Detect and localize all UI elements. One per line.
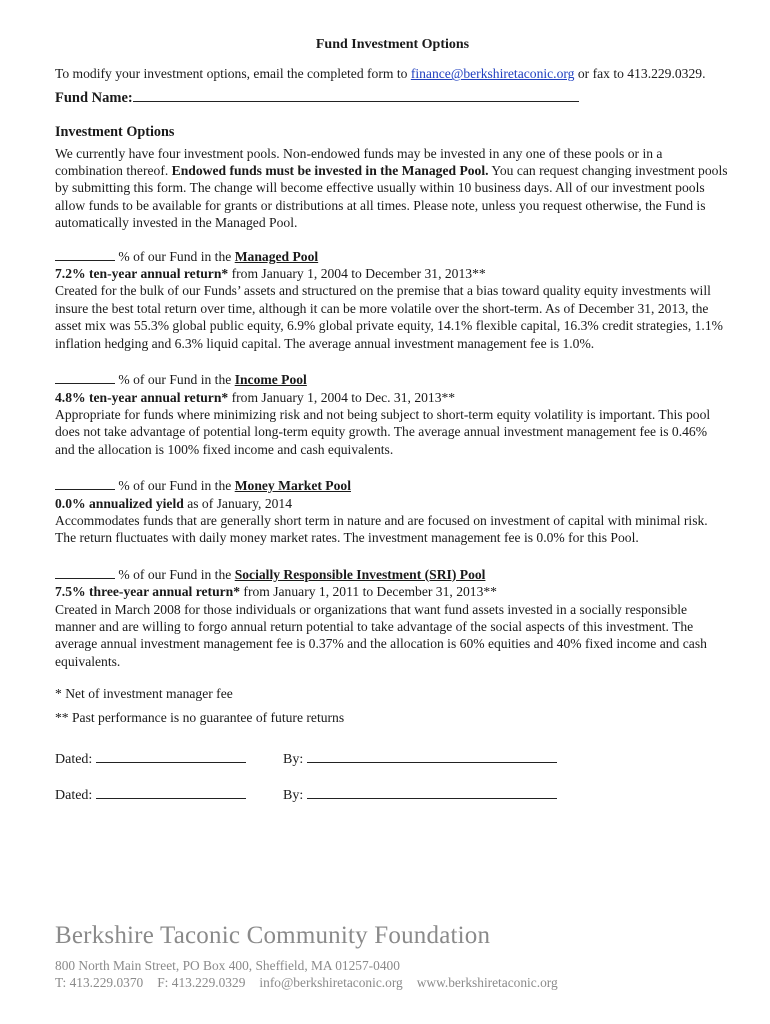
pool-return: 7.5% three-year annual return* <box>55 584 241 600</box>
pool-allocation-line <box>55 371 730 388</box>
by-label: By: <box>283 787 304 803</box>
percent-field[interactable] <box>55 248 115 261</box>
pool-return-period: from January 1, 2004 to December 31, 2013** <box>228 266 486 282</box>
pool-name: Socially Responsible Investment (SRI) Pool <box>234 566 486 582</box>
fax-number: F: 413.229.0329 <box>157 975 246 990</box>
footnote-net-fee: * Net of investment manager fee <box>55 686 233 702</box>
pool-return-period: from January 1, 2004 to Dec. 31, 2013** <box>228 389 456 405</box>
pool-description: Created for the bulk of our Funds’ assets and structured on the premise that a bias toward quality equity investments will insure the best total return over time, although it can be more volatile over the short-term. As of December 31, 2013, the asset mix was 55.3% global public equity, 6.9% global private equity, 14.1% flexible capital, 16.3% credit strategies, 1.1% inflation hedging and 6.3% liquid capital. The average annual investment management fee is 1.0%. <box>55 283 723 351</box>
investment-options-paragraph <box>55 145 730 232</box>
pool-return-line <box>55 583 730 600</box>
form-page <box>55 36 730 804</box>
by-group <box>283 750 557 768</box>
website-link[interactable]: www.berkshiretaconic.org <box>416 975 558 990</box>
dated-group <box>55 786 283 804</box>
finance-email-link[interactable]: finance@berkshiretaconic.org <box>410 66 575 82</box>
dated-field[interactable] <box>96 750 246 763</box>
pool-return-period: as of January, 2014 <box>183 495 293 511</box>
fund-name-label: Fund Name: <box>55 89 133 106</box>
pool-prefix: % of our Fund in the <box>115 248 235 264</box>
pool-return: 4.8% ten-year annual return* <box>55 389 229 405</box>
intro-text-before: To modify your investment options, email the completed form to <box>55 66 411 82</box>
dated-label: Dated: <box>55 751 93 767</box>
pool-prefix: % of our Fund in the <box>115 372 235 388</box>
intro-text-after: or fax to 413.229.0329. <box>574 66 706 82</box>
intro-paragraph <box>55 65 730 82</box>
pool-prefix: % of our Fund in the <box>115 566 235 582</box>
percent-field[interactable] <box>55 566 115 579</box>
pool-description: Appropriate for funds where minimizing risk and not being subject to short-term equity volatility is important. This pool does not take advantage of potential long-term equity growth. The average annual investment management fee is 0.46% and the allocation is 100% fixed income and cash equivalents. <box>55 406 711 457</box>
pool-name: Managed Pool <box>234 248 319 264</box>
pool-return-period: from January 1, 2011 to December 31, 2013** <box>240 584 497 600</box>
organization-name: Berkshire Taconic Community Foundation <box>55 922 491 949</box>
options-text-part1: We currently have four investment pools. Non-endowed funds may be invested in any one of these pools or in a combination thereof. <box>55 145 663 179</box>
pool-return: 7.2% ten-year annual return* <box>55 266 229 282</box>
fund-name-field[interactable] <box>133 89 579 102</box>
organization-address: 800 North Main Street, PO Box 400, Sheffield, MA 01257-0400 <box>55 958 400 973</box>
pool-return: 0.0% annualized yield <box>55 495 184 511</box>
pool-managed <box>55 248 730 352</box>
pool-allocation-line <box>55 248 730 265</box>
percent-field[interactable] <box>55 371 115 384</box>
contact-email[interactable]: info@berkshiretaconic.org <box>259 975 403 990</box>
pool-sri <box>55 566 730 670</box>
by-field[interactable] <box>307 786 557 799</box>
pool-return-line <box>55 495 730 512</box>
organization-contact <box>55 974 735 991</box>
pool-money-market <box>55 477 730 547</box>
percent-field[interactable] <box>55 477 115 490</box>
pool-description: Accommodates funds that are generally short term in nature and are focused on investment of capital with minimal risk. The return fluctuates with daily money market rates. The investment management fee is 0.0% for this Pool. <box>55 512 708 546</box>
investment-options-heading: Investment Options <box>55 124 175 141</box>
fund-name-row <box>55 89 730 107</box>
pool-income <box>55 371 730 458</box>
pool-description: Created in March 2008 for those individuals or organizations that want fund assets invested in a socially responsible manner and are willing to forgo annual return potential to take advantage of the social aspects of this investment. The average annual investment management fee is 0.37% and the allocation is 60% equities and 40% fixed income and cash equivalents. <box>55 601 707 669</box>
by-group <box>283 786 557 804</box>
signature-row <box>55 768 730 804</box>
pool-name: Income Pool <box>234 372 307 388</box>
by-label: By: <box>283 751 304 767</box>
by-field[interactable] <box>307 750 557 763</box>
pool-prefix: % of our Fund in the <box>115 478 235 494</box>
options-text-bold: Endowed funds must be invested in the Managed Pool. <box>171 163 489 179</box>
pool-return-line <box>55 389 730 406</box>
signature-row <box>55 732 730 768</box>
pool-name: Money Market Pool <box>234 478 351 494</box>
dated-group <box>55 750 283 768</box>
footnote-past-performance: ** Past performance is no guarantee of future returns <box>55 709 345 725</box>
pool-allocation-line <box>55 477 730 494</box>
options-text-part2: You can request changing investment pools by submitting this form. The change will become effective usually within 10 business days. All of our investment pools allow funds to be available for grants or distributions at all times. Please note, unless you request otherwise, the Fund is automatically invested in the Managed Pool. <box>55 163 728 231</box>
pool-return-line <box>55 265 730 282</box>
phone-number: T: 413.229.0370 <box>55 975 144 990</box>
dated-field[interactable] <box>96 786 246 799</box>
letterhead-footer <box>55 921 735 991</box>
pool-allocation-line <box>55 566 730 583</box>
dated-label: Dated: <box>55 787 93 803</box>
page-title: Fund Investment Options <box>315 37 470 52</box>
